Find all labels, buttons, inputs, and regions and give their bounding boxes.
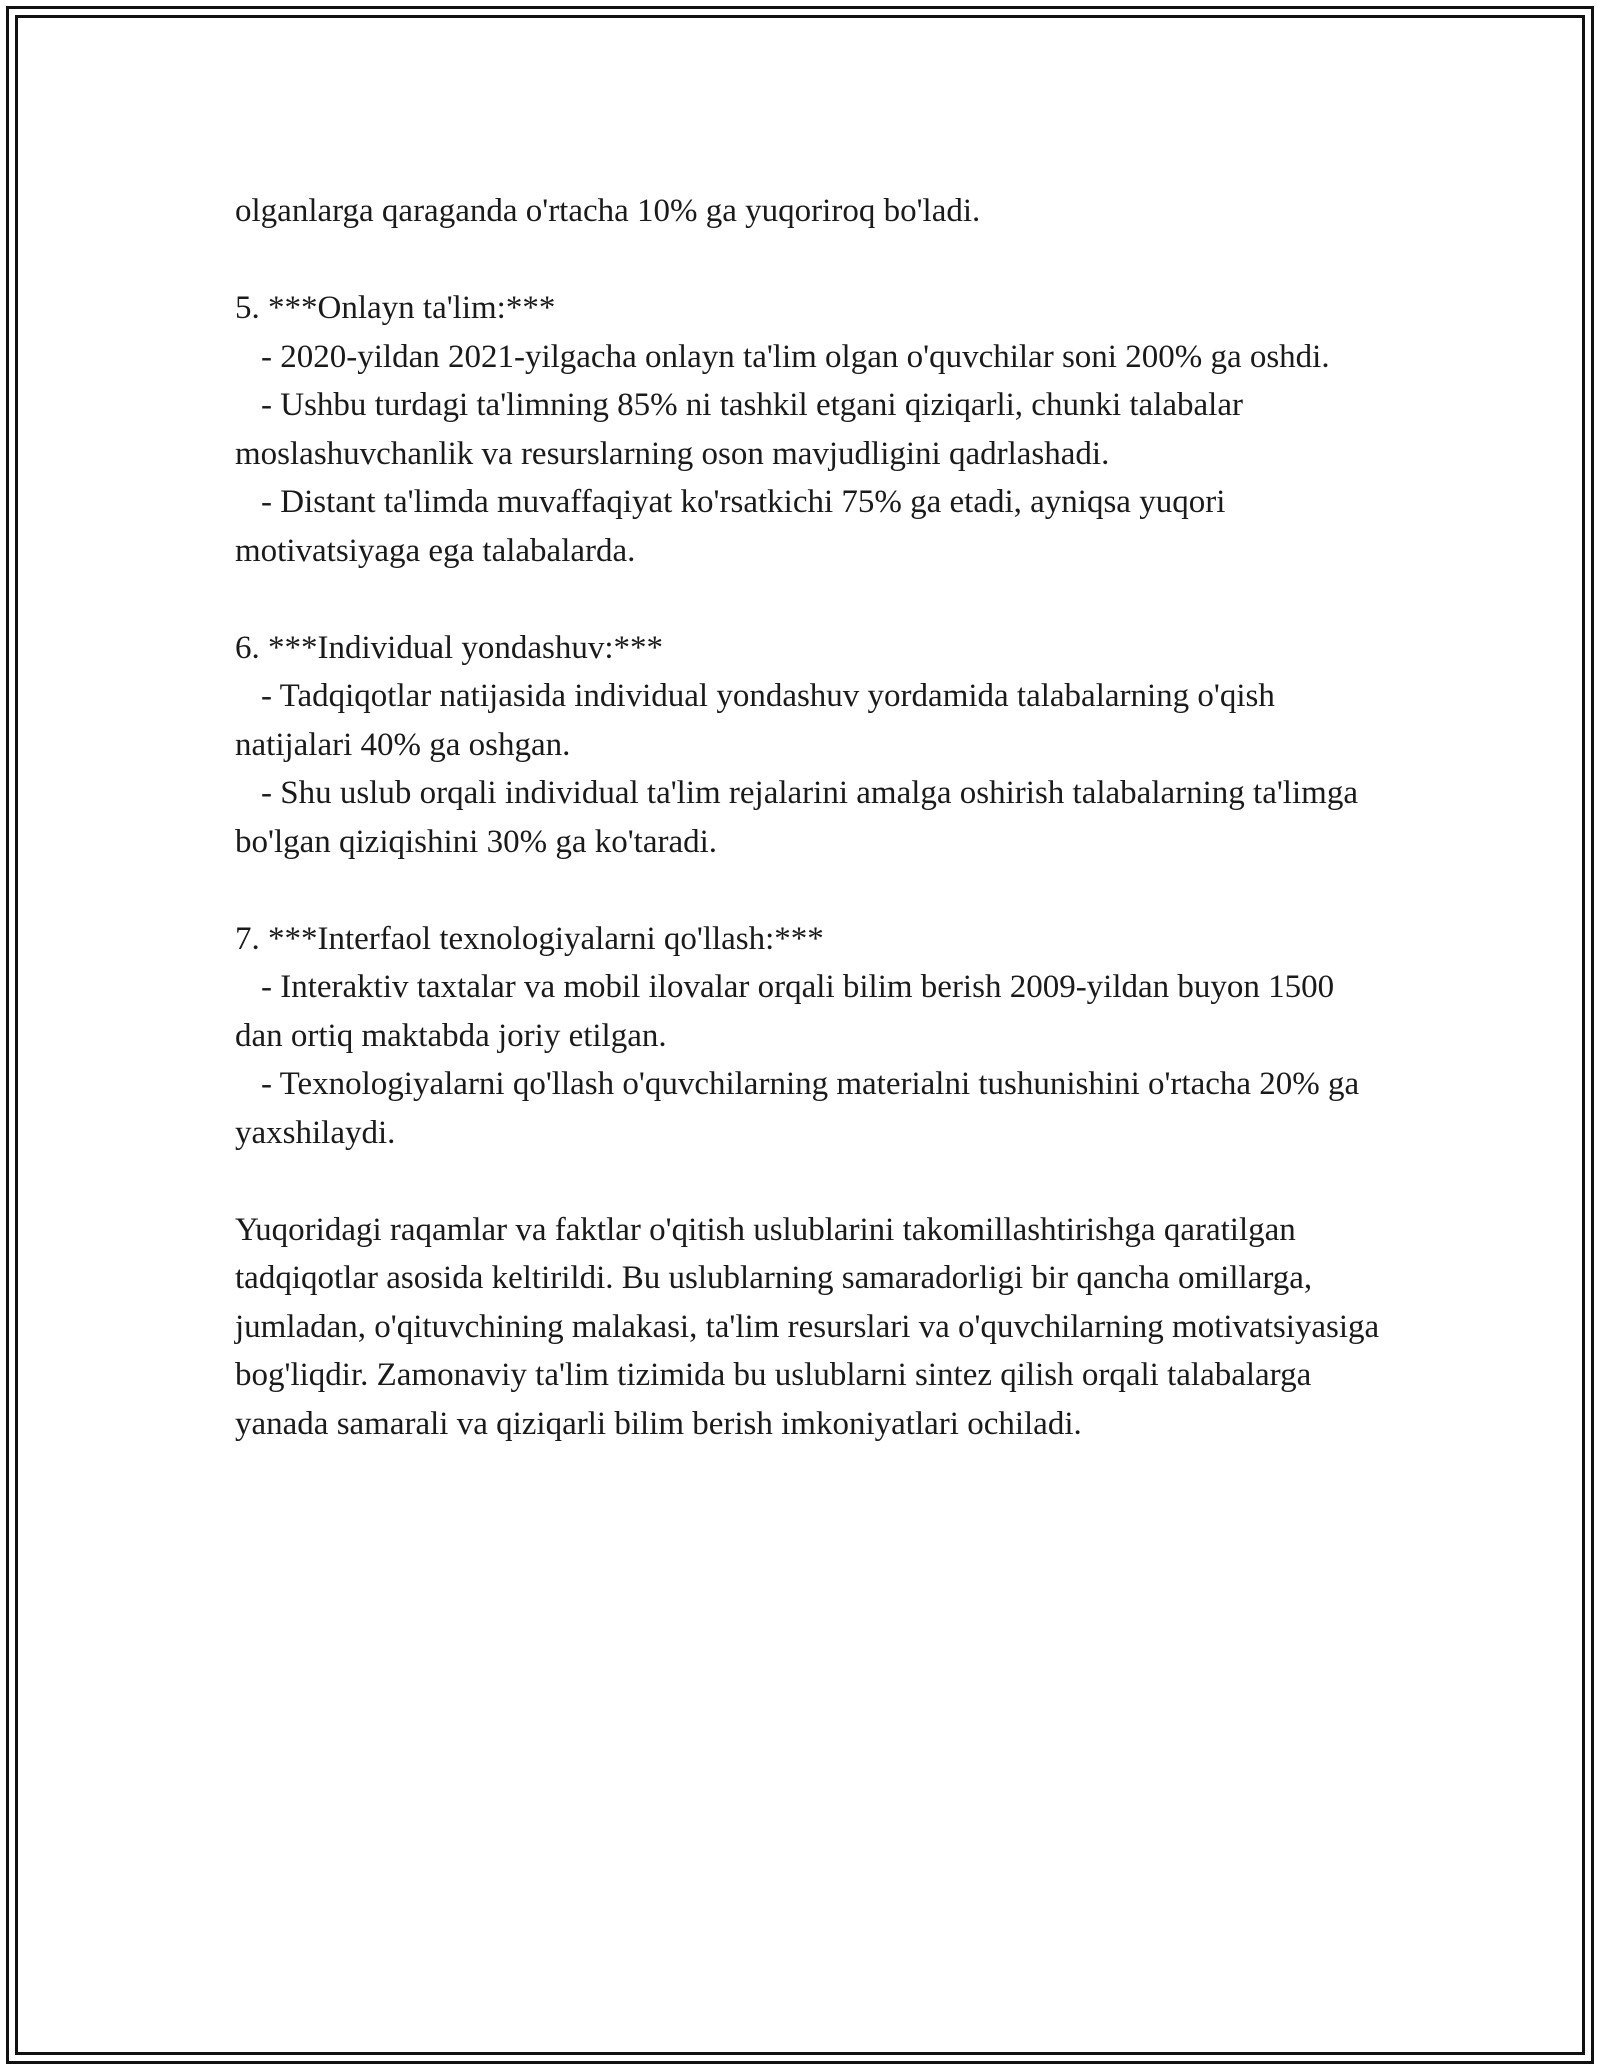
section-bullet: - Distant ta'limda muvaffaqiyat ko'rsatkichi 75% ga etadi, ayniqsa yuqori motivatsiyaga ega talabalarda. [235,484,1226,569]
document-body [235,187,1385,1448]
section-bullet: - Ushbu turdagi ta'limning 85% ni tashkil etgani qiziqarli, chunki talabalar moslashuvchanlik va resurslarning oson mavjudligini qadrlashadi. [235,387,1243,472]
spacer [235,866,1385,915]
intro-line: olganlarga qaraganda o'rtacha 10% ga yuqoriroq bo'ladi. [235,193,981,229]
section-bullet: - Texnologiyalarni qo'llash o'quvchilarning materialni tushunishini o'rtacha 20% ga yaxshilaydi. [235,1066,1360,1151]
section-heading: 7. ***Interfaol texnologiyalarni qo'llash:*** [235,920,824,957]
section-bullet: - Shu uslub orqali individual ta'lim rejalarini amalga oshirish talabalarning ta'limga bo'lgan qiziqishini 30% ga ko'taradi. [235,775,1358,860]
section-bullet: - 2020-yildan 2021-yilgacha onlayn ta'lim olgan o'quvchilar soni 200% ga oshdi. [261,338,1330,375]
section-online-learning [235,284,1385,575]
spacer [235,575,1385,624]
section-bullet: - Tadqiqotlar natijasida individual yondashuv yordamida talabalarning o'qish natijalari 40% ga oshgan. [235,678,1275,763]
conclusion-paragraph: Yuqoridagi raqamlar va faktlar o'qitish uslublarini takomillashtirishga qaratilgan tadqiqotlar asosida keltirildi. Bu uslublarning samaradorligi bir qancha omillarga, jumladan, o'qituvchining malakasi, ta'lim resurslari va o'quvchilarning motivatsiyasiga bog'liqdir. Zamonaviy ta'lim tizimida bu uslublarni sintez qilish orqali talabalarga yanada samarali va qiziqarli bilim berish imkoniyatlari ochiladi. [235,1211,1380,1442]
section-heading: 6. ***Individual yondashuv:*** [235,629,664,666]
spacer [235,236,1385,285]
section-heading: 5. ***Onlayn ta'lim:*** [235,290,556,326]
section-bullet: - Interaktiv taxtalar va mobil ilovalar orqali bilim berish 2009-yildan buyon 1500 dan ortiq maktabda joriy etilgan. [235,969,1335,1054]
spacer [235,1157,1385,1206]
section-individual-approach [235,624,1385,867]
section-interactive-technologies [235,915,1385,1158]
